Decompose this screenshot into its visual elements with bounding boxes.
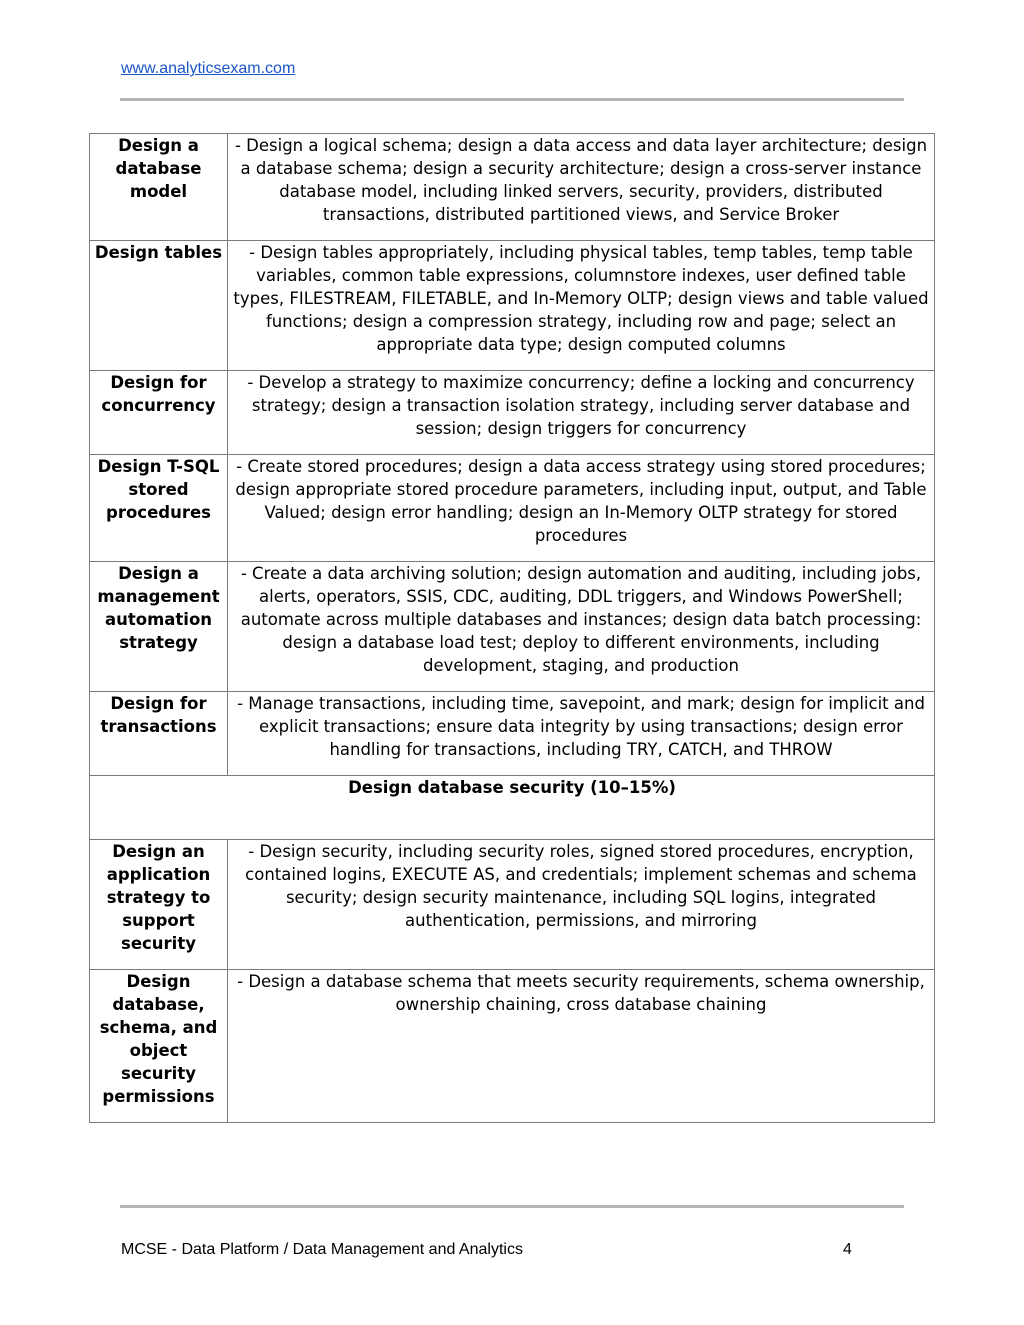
table-row: [90, 692, 935, 776]
page-number: 4: [843, 1241, 852, 1258]
row-description: - Create a data archiving solution; design automation and auditing, including jobs, alerts, operators, SSIS, CDC, auditing, DDL triggers, and Windows PowerShell; automate across multiple databases and instances; design data batch processing: design a database load test; deploy to different environments, including development, staging, and production: [228, 562, 935, 692]
header-divider: [120, 98, 904, 101]
footer-divider: [120, 1205, 904, 1208]
row-label: Design a database model: [90, 134, 228, 241]
table-row: [90, 840, 935, 970]
table-row: [90, 371, 935, 455]
section-heading: Design database security (10–15%): [90, 776, 935, 840]
row-description: - Develop a strategy to maximize concurrency; define a locking and concurrency strategy; design a transaction isolation strategy, including server database and session; design triggers for concurrency: [228, 371, 935, 455]
row-label: Design a management automation strategy: [90, 562, 228, 692]
row-description: - Design a logical schema; design a data access and data layer architecture; design a database schema; design a security architecture; design a cross-server instance database model, including linked servers, security, providers, distributed transactions, distributed partitioned views, and Service Broker: [228, 134, 935, 241]
row-description: - Design security, including security roles, signed stored procedures, encryption, contained logins, EXECUTE AS, and credentials; implement schemas and schema security; design security maintenance, including SQL logins, integrated authentication, permissions, and mirroring: [228, 840, 935, 970]
row-label: Design tables: [90, 241, 228, 371]
section-row: [90, 776, 935, 840]
row-description: - Design a database schema that meets security requirements, schema ownership, ownership chaining, cross database chaining: [228, 970, 935, 1123]
table-row: [90, 970, 935, 1123]
row-label: Design for concurrency: [90, 371, 228, 455]
header-link[interactable]: www.analyticsexam.com: [121, 60, 296, 77]
row-description: - Manage transactions, including time, savepoint, and mark; design for implicit and explicit transactions; ensure data integrity by using transactions; design error handling for transactions, including TRY, CATCH, and THROW: [228, 692, 935, 776]
row-description: - Create stored procedures; design a data access strategy using stored procedures; design appropriate stored procedure parameters, including input, output, and Table Valued; design error handling; design an In-Memory OLTP strategy for stored procedures: [228, 455, 935, 562]
row-description: - Design tables appropriately, including physical tables, temp tables, temp table variables, common table expressions, columnstore indexes, user defined table types, FILESTREAM, FILETABLE, and In-Memory OLTP; design views and table valued functions; design a compression strategy, including row and page; select an appropriate data type; design computed columns: [228, 241, 935, 371]
table-row: [90, 455, 935, 562]
exam-objectives-table: [89, 133, 935, 1123]
table-row: [90, 241, 935, 371]
row-label: Design for transactions: [90, 692, 228, 776]
row-label: Design database, schema, and object security permissions: [90, 970, 228, 1123]
table-row: [90, 134, 935, 241]
row-label: Design an application strategy to support security: [90, 840, 228, 970]
row-label: Design T-SQL stored procedures: [90, 455, 228, 562]
table-row: [90, 562, 935, 692]
footer-title: MCSE - Data Platform / Data Management and Analytics: [121, 1241, 523, 1258]
